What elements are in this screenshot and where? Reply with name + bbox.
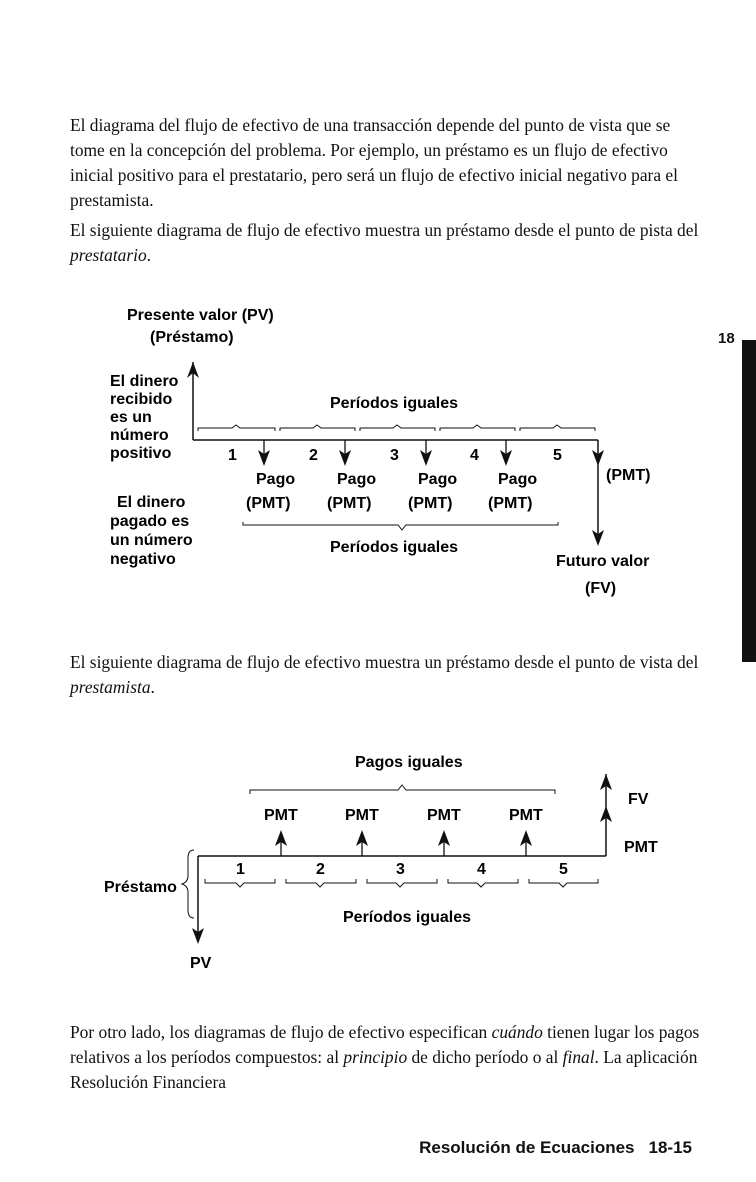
pv-label: PV xyxy=(190,955,212,972)
paragraph-end: . xyxy=(146,245,152,265)
left-top-line: El dinero xyxy=(110,373,179,390)
fv-label: Futuro valor xyxy=(556,553,650,570)
paragraph-text: tienen lugar los pagos relativos a los períodos compuestos: al xyxy=(70,1022,700,1067)
pago-label: Pago xyxy=(418,471,458,488)
top-brace xyxy=(250,785,555,794)
emphasis-final: final xyxy=(562,1047,595,1067)
period-number: 5 xyxy=(553,447,562,464)
period-number: 4 xyxy=(477,861,486,878)
cash-flow-diagram-lender xyxy=(0,740,756,980)
left-top-line: número xyxy=(110,427,169,444)
pv-subtitle: (Préstamo) xyxy=(150,329,234,346)
paragraph-text: El siguiente diagrama de flujo de efectivo muestra un préstamo desde el punto de vista del xyxy=(70,652,699,672)
period-number: 4 xyxy=(470,447,479,464)
left-bottom-line: El dinero xyxy=(117,494,186,511)
pv-title: Presente valor (PV) xyxy=(127,307,274,324)
pmt-label: PMT xyxy=(264,807,298,824)
pmt-label: (PMT) xyxy=(246,495,291,512)
emphasis-prestamista: prestamista xyxy=(70,677,151,697)
pmt-label: PMT xyxy=(427,807,461,824)
cash-flow-diagram-borrower xyxy=(0,300,756,610)
prestamo-brace xyxy=(182,850,194,918)
diagram-borrower-svg xyxy=(0,300,756,610)
pmt-label: (PMT) xyxy=(327,495,372,512)
fv-label: FV xyxy=(628,791,649,808)
pago-label: Pago xyxy=(337,471,377,488)
period-number: 3 xyxy=(390,447,399,464)
periods-label: Períodos iguales xyxy=(343,909,472,926)
chapter-tab-number: 18 xyxy=(718,330,735,347)
left-top-line: es un xyxy=(110,409,152,426)
page-footer xyxy=(419,1138,692,1158)
left-bottom-line: pagado es xyxy=(110,513,190,530)
pmt-label: PMT xyxy=(345,807,379,824)
footer-page-number: 18-15 xyxy=(648,1138,692,1157)
period-number: 3 xyxy=(396,861,405,878)
period-number: 2 xyxy=(316,861,325,878)
payment-up-stems xyxy=(281,842,526,856)
periods-top-label: Períodos iguales xyxy=(330,395,459,412)
top-braces xyxy=(198,425,595,431)
period-numbers xyxy=(236,861,568,878)
paragraph-text: Por otro lado, los diagramas de flujo de efectivo especifican xyxy=(70,1022,492,1042)
paragraph-text: . La aplicación Resolución Financiera xyxy=(70,1047,698,1092)
pmt-label: (PMT) xyxy=(488,495,533,512)
pmt-labels xyxy=(264,807,543,824)
pmt-label: (PMT) xyxy=(408,495,453,512)
paragraph-end: . xyxy=(150,677,155,697)
pmt-right-label: (PMT) xyxy=(606,467,651,484)
emphasis-cuando: cuándo xyxy=(491,1022,543,1042)
left-top-line: recibido xyxy=(110,391,173,408)
period-number: 1 xyxy=(228,447,237,464)
period-number: 1 xyxy=(236,861,245,878)
periods-bottom-label: Períodos iguales xyxy=(330,539,459,556)
pago-label: Pago xyxy=(498,471,538,488)
left-bottom-line: negativo xyxy=(110,551,176,568)
paragraph-lender xyxy=(70,650,700,700)
period-braces xyxy=(205,879,598,887)
diagram-lender-svg xyxy=(0,740,756,980)
paragraph-timing xyxy=(70,1020,700,1095)
emphasis-prestatario: prestatario xyxy=(70,245,147,265)
left-top-line: positivo xyxy=(110,445,172,462)
pmt-right-label: PMT xyxy=(624,839,658,856)
period-numbers xyxy=(228,447,562,464)
footer-title: Resolución de Ecuaciones xyxy=(419,1138,635,1157)
paragraph-borrower xyxy=(70,218,700,268)
paragraph-intro xyxy=(70,113,700,213)
pago-label: Pago xyxy=(256,471,296,488)
paragraph-text: El siguiente diagrama de flujo de efectivo muestra un préstamo desde el punto de pista del xyxy=(70,220,699,240)
period-number: 2 xyxy=(309,447,318,464)
payment-up-arrows xyxy=(275,830,532,846)
pmt-label: PMT xyxy=(509,807,543,824)
left-bottom-text xyxy=(110,494,193,568)
left-bottom-line: un número xyxy=(110,532,193,549)
fv-paren: (FV) xyxy=(585,580,617,597)
pago-labels xyxy=(246,471,537,512)
paragraph-text: de dicho período o al xyxy=(407,1047,563,1067)
bottom-brace xyxy=(243,522,558,530)
paragraph-text: El diagrama del flujo de efectivo de una transacción depende del punto de vista que se tome en la concepción del problema. Por ejemplo, un préstamo es un flujo de efectivo inicial positivo para el prestatario, pero será un flujo de efectivo inicial negativo para el prestamista. xyxy=(70,115,678,210)
left-top-text xyxy=(110,373,179,462)
emphasis-principio: principio xyxy=(343,1047,408,1067)
prestamo-label: Préstamo xyxy=(104,879,177,896)
chapter-tab-bar xyxy=(742,340,756,662)
period-number: 5 xyxy=(559,861,568,878)
pagos-iguales-label: Pagos iguales xyxy=(355,754,463,771)
